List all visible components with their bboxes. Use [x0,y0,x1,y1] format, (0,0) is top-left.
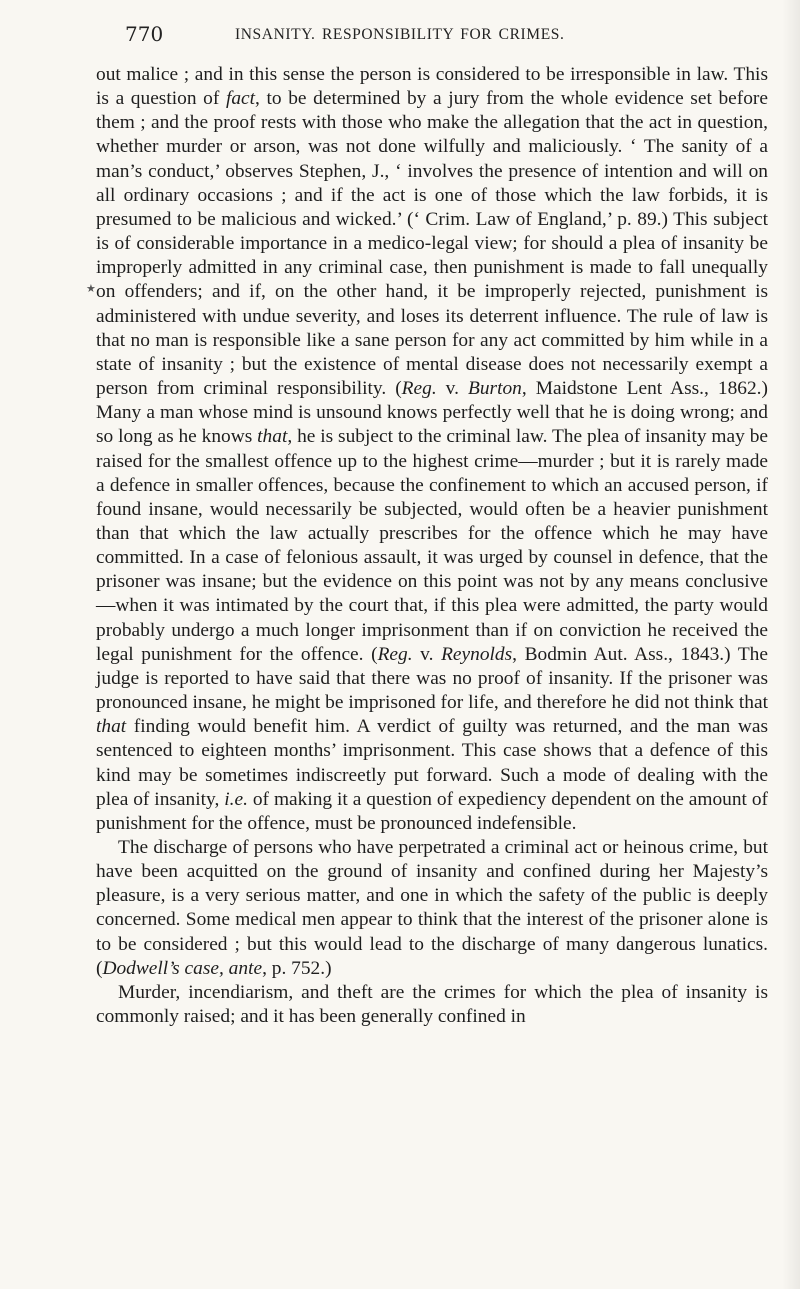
italic-segment: fact [225,88,256,110]
text-segment: out malice ; and in this sense the person is considered to be irresponsible in law. This is a question of [96,64,768,110]
italic-segment: Dodwell’s case, ante [102,957,263,979]
running-title: INSANITY. RESPONSIBILITY FOR CRIMES. [235,26,565,43]
running-head [125,22,735,48]
italic-segment: Reynolds [441,643,513,665]
text-segment: The discharge of persons who have perpetrated a criminal act or heinous crime, but have been acquitted on the ground of insanity and confined during her Majesty’s pleasure, is a very serious matter, and one in which the safety of the public is deeply concerned. Some medical men appear to think that the interest of the prisoner alone is to be considered ; but this would lead to the discharge of many dangerous lunatics. ( [96,837,768,979]
text-segment: of making it a question of expediency dependent on the amount of punishment for the offence, must be pronounced indefensible. [96,788,768,834]
italic-segment: i.e. [224,788,248,810]
text-segment: , Maidstone Lent Ass., 1862.) Many a man whose mind is unsound knows perfectly well that he is doing wrong; and so long as he knows [96,378,768,448]
italic-segment: Burton [468,378,522,400]
text-segment: , Bodmin Aut. Ass., 1843.) The judge is reported to have said that there was no proof of insanity. If the prisoner was pronounced insane, he might be imprisoned for life, and therefore he did not think that [96,643,768,714]
italic-segment: Reg. [401,378,437,400]
italic-segment: that [96,716,127,738]
paragraph-3 [96,981,768,1029]
body-text [96,63,768,1029]
text-segment: v. [412,643,442,665]
italic-segment: Reg. [377,643,413,665]
paragraph-1 [96,63,768,836]
text-segment: v. [436,378,468,400]
text-segment: , he is subject to the criminal law. The plea of insanity may be raised for the smallest offence up to the highest crime—murder ; but it is rarely made a defence in smaller offences, because the confinement to which an accused person, if found insane, would necessarily be subjected, would often be a heavier punishment than that which the law actually prescribes for the offence which he may have committed. In a case of felonious assault, it was urged by counsel in defence, that the prisoner was insane; but the evidence on this point was not by any means conclusive—when it was intimated by the court that, if this plea were admitted, the party would probably undergo a much longer imprisonment than if on conviction he received the legal punishment for the offence. ( [96,426,768,665]
page-number: 770 [125,22,164,46]
margin-star-mark: ★ [86,282,96,295]
text-segment: , to be determined by a jury from the whole evidence set before them ; and the proof rests with those who make the allegation that the act in question, whether murder or arson, was not done wilfully and maliciously. ‘ The sanity of a man’s conduct,’ observes Stephen, J., ‘ involves the presence of intention and will on all ordinary occasions ; and if the act is one of those which the law forbids, it is presumed to be malicious and wicked.’ (‘ Crim. Law of England,’ p. 89.) This subject is of considerable importance in a medico-legal view; for should a plea of insanity be improperly admitted in any criminal case, then punishment is made to fall unequally on offenders; and if, on the other hand, it be improperly rejected, punishment is administered with undue severity, and loses its deterrent influence. The rule of law is that no man is responsible like a sane person for any act committed by him while in a state of insanity ; but the existence of mental disease does not necessarily exempt a person from criminal responsibility. ( [96,88,768,400]
italic-segment: that [257,426,288,448]
text-segment: Murder, incendiarism, and theft are the crimes for which the plea of insanity is commonly raised; and it has been generally confined in [96,981,768,1028]
paragraph-2 [96,836,768,981]
text-segment: finding would benefit him. A verdict of guilty was returned, and the man was sentenced to eighteen months’ imprisonment. This case shows that a defence of this kind may be sometimes indiscreetly put forward. Such a mode of dealing with the plea of insanity, [96,716,768,810]
text-segment: , p. 752.) [262,957,332,979]
